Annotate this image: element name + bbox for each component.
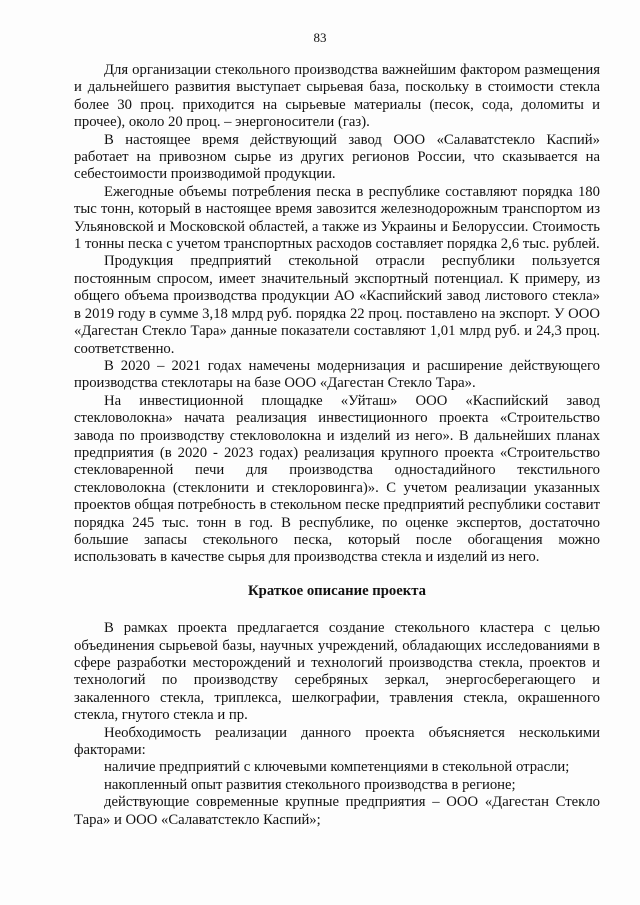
paragraph-export-potential: Продукция предприятий стекольной отрасли республики пользуется постоянным спросом, имеет значительный экспортный потенциал. К примеру, из общего объема производства продукции АО «Каспийский завод листового стекла» в 2019 году в сумме 3,18 млрд руб. порядка 22 проц. поставлено на экспорт. У ООО «Дагестан Стекло Тара» данные показатели составляют 1,01 млрд руб. и 24,3 проц. соответственно. [74, 253, 600, 357]
paragraph-raw-materials: Для организации стекольного производства важнейшим фактором размещения и дальнейшего развития выступает сырьевая база, поскольку в стоимости стекла более 30 проц. приходится на сырьевые материалы (песок, сода, доломиты и прочее), около 20 проц. – энергоносители (газ). [74, 62, 600, 131]
section-heading: Краткое описание проекта [248, 582, 426, 599]
list-item-experience: накопленный опыт развития стекольного производства в регионе; [104, 776, 516, 793]
page-content [74, 62, 600, 829]
list-item-enterprises: действующие современные крупные предприятия – ООО «Дагестан Стекло Тара» и ООО «Салаватстекло Каспий»; [74, 794, 600, 828]
paragraph-cluster-description: В рамках проекта предлагается создание стекольного кластера с целью объединения сырьевой базы, научных учреждений, обладающих исследованиями в сфере разработки месторождений и технологий производства стекла, проектов и технологий по производству серебряных зеркал, энергосберегающего и закаленного стекла, триплекса, шелкографии, травления стекла, окрашенного стекла, гнутого стекла и пр. [74, 620, 600, 724]
paragraph-modernization: В 2020 – 2021 годах намечены модернизация и расширение действующего производства стеклотары на базе ООО «Дагестан Стекло Тара». [74, 357, 600, 392]
paragraph-sand-consumption: Ежегодные объемы потребления песка в республике составляют порядка 180 тыс тонн, который в настоящее время завозится железнодорожным транспортом из Ульяновской и Московской областей, а также из Украины и Белоруссии. Стоимость 1 тонны песка с учетом транспортных расходов составляет порядка 2,6 тыс. рублей. [74, 183, 600, 253]
page-number: 83 [313, 30, 327, 45]
paragraph-factors-intro: Необходимость реализации данного проекта объясняется несколькими факторами: [74, 724, 600, 759]
paragraph-uytash-site: На инвестиционной площадке «Уйташ» ООО «Каспийский завод стекловолокна» начата реализация инвестиционного проекта «Строительство завода по производству стекловолокна и изделий из него». В дальнейших планах предприятия (в 2020 - 2023 годах) реализация крупного проекта «Строительство стекловаренной печи для производства одностадийного текстильного стекловолокна (стеклонити и стеклоровинга)». С учетом реализации указанных проектов общая потребность в стекольном песке предприятий республики составит порядка 245 тыс. тонн в год. В республике, по оценке экспертов, достаточно большие запасы стекольного песка, который после обогащения можно использовать в качестве сырья для производства стекла и изделий из него. [74, 392, 600, 566]
paragraph-salavatsteklo: В настоящее время действующий завод ООО «Салаватстекло Каспий» работает на привозном сырье из других регионов России, что сказывается на себестоимости производимой продукции. [74, 131, 600, 183]
list-item-competencies: наличие предприятий с ключевыми компетенциями в стекольной отрасли; [104, 759, 570, 776]
